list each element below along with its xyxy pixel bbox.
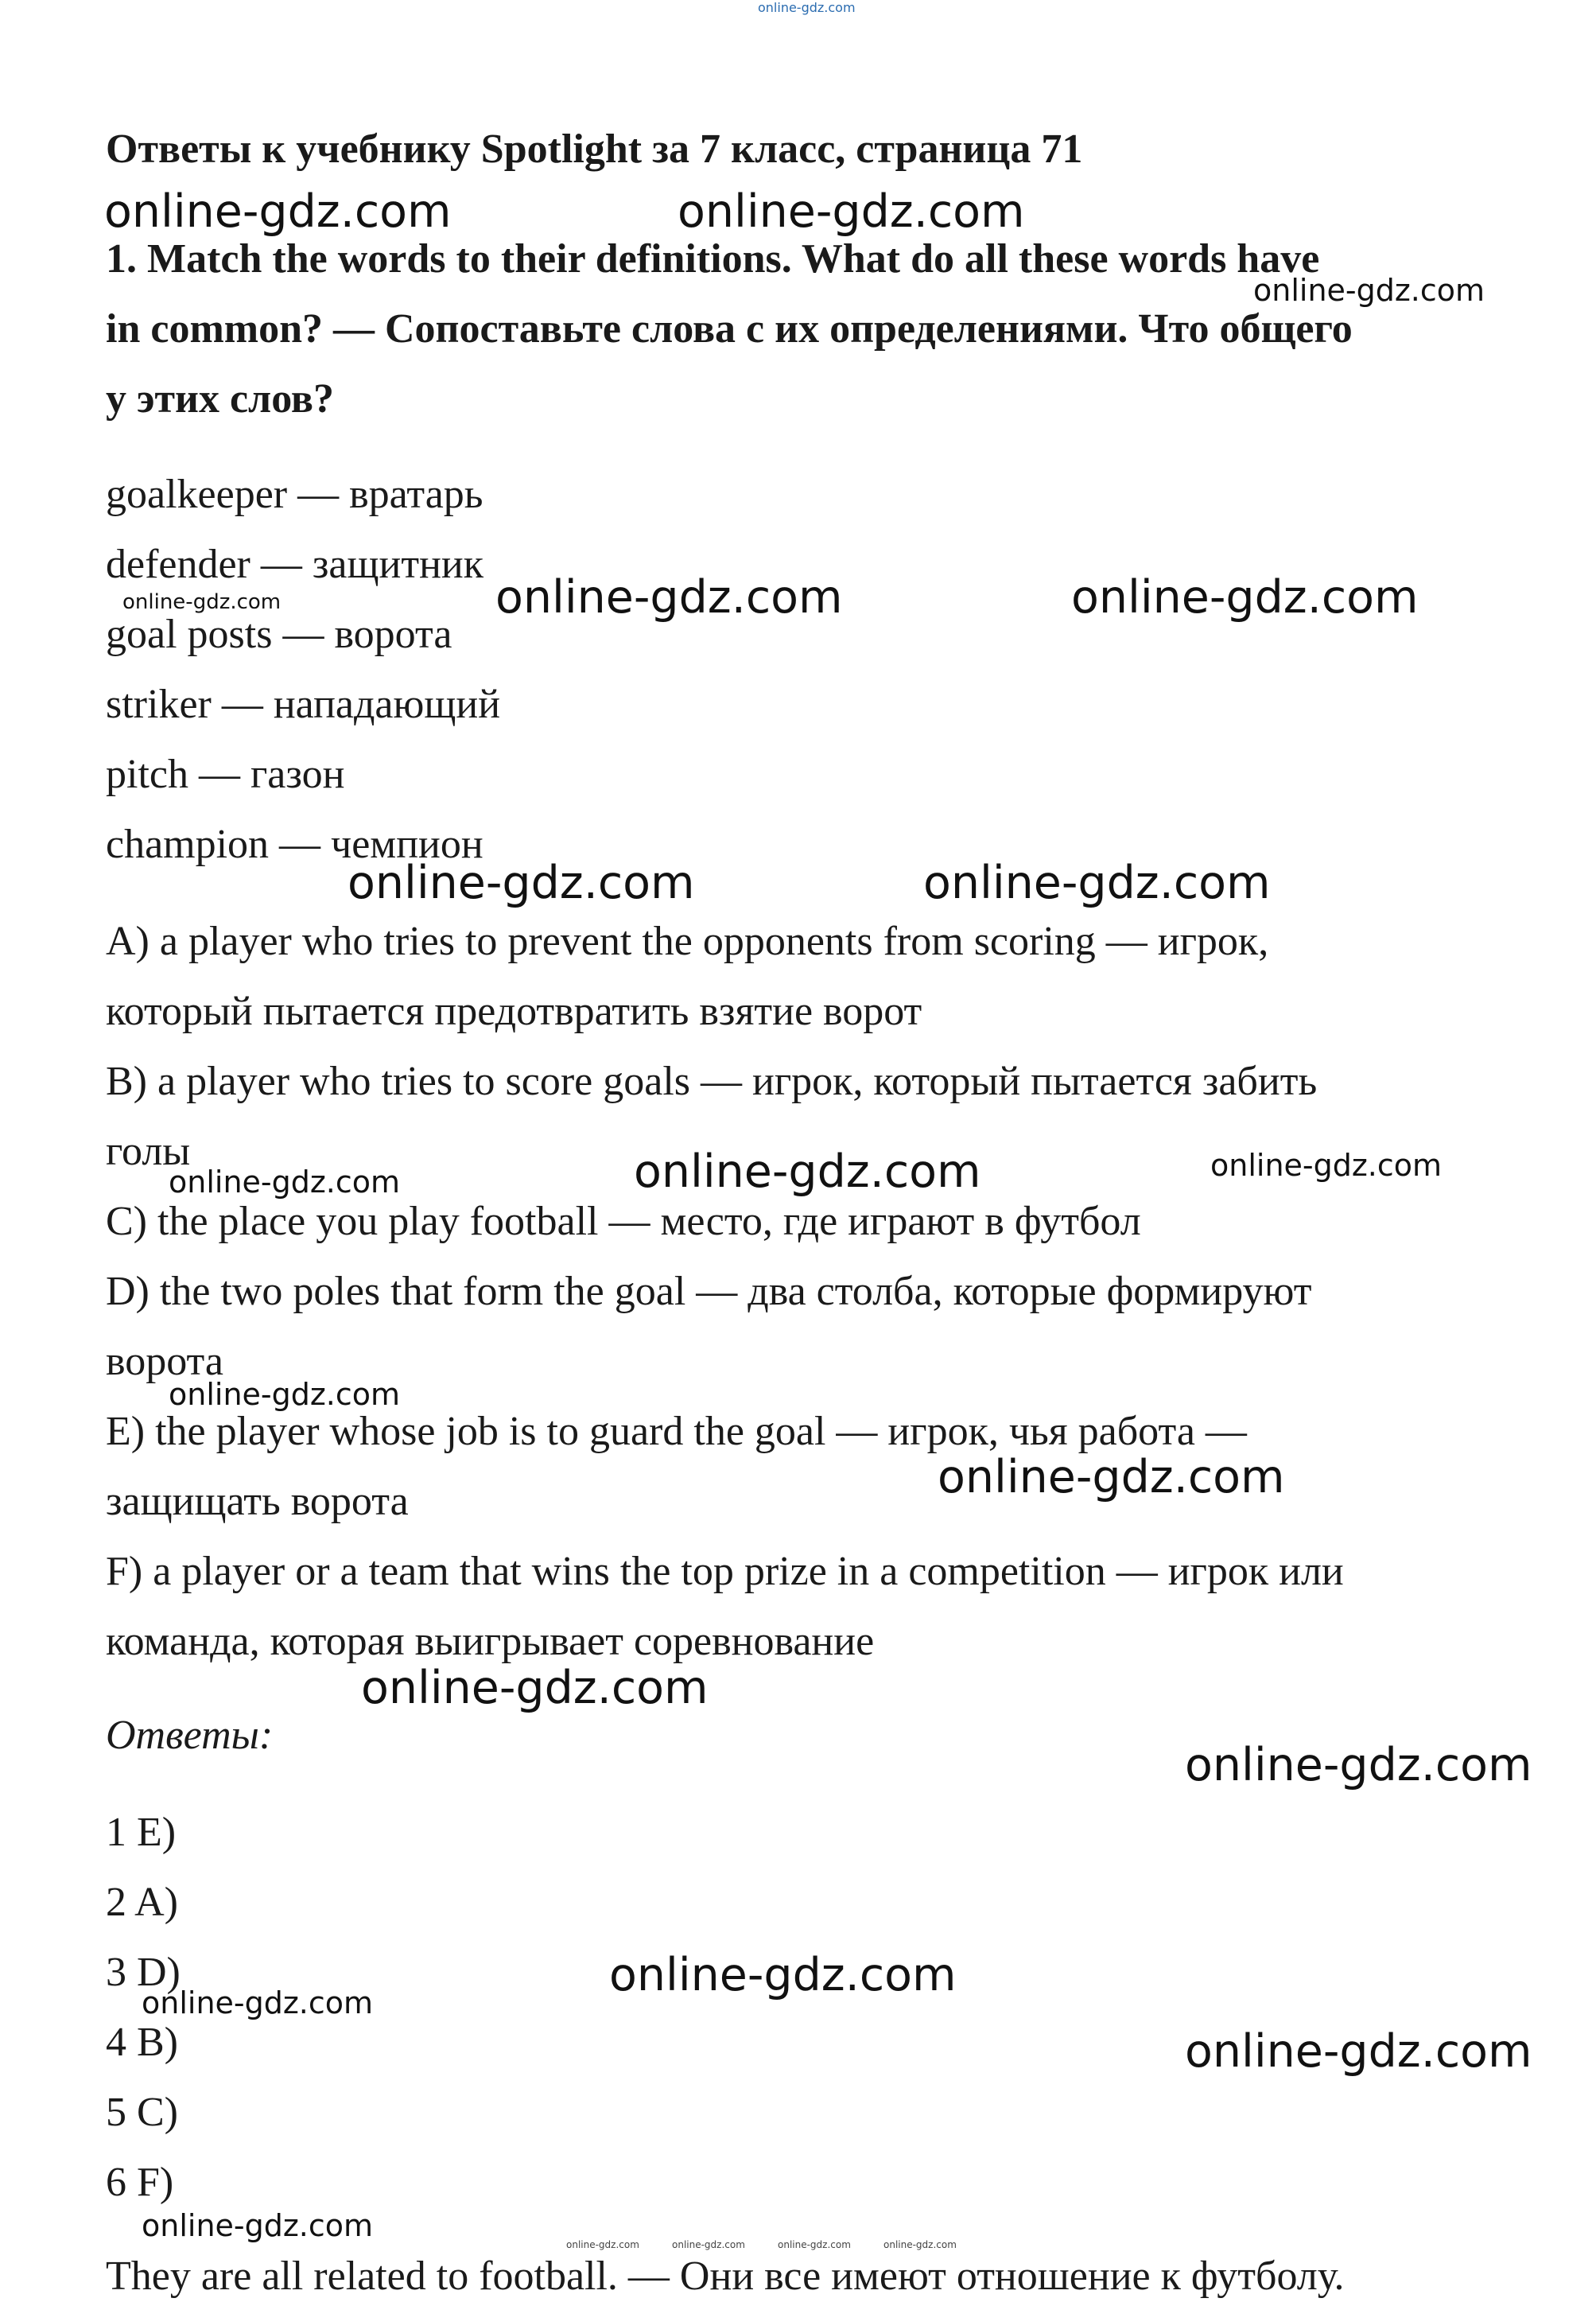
watermark: online-gdz.com bbox=[142, 2208, 374, 2243]
task-line-3: у этих слов? bbox=[106, 376, 335, 422]
watermark: online-gdz.com bbox=[169, 1377, 401, 1412]
watermark: online-gdz.com bbox=[348, 857, 695, 909]
answers-label: Ответы: bbox=[106, 1713, 274, 1758]
word-pair: pitch — газон bbox=[106, 752, 345, 797]
answer-item: 3 D) bbox=[106, 1950, 181, 1995]
definition-line: команда, которая выигрывает соревнование bbox=[106, 1619, 875, 1664]
task-line-1: 1. Match the words to their definitions. What do all these words have bbox=[106, 236, 1320, 282]
answer-item: 2 A) bbox=[106, 1880, 178, 1925]
answer-item: 5 C) bbox=[106, 2090, 178, 2135]
watermark: online-gdz.com bbox=[609, 1949, 957, 2001]
watermark: online-gdz.com bbox=[142, 1985, 374, 2020]
watermark: online-gdz.com bbox=[361, 1662, 709, 1714]
answer-item: 6 F) bbox=[106, 2160, 174, 2205]
word-pair: striker — нападающий bbox=[106, 682, 501, 727]
watermark: online-gdz.com bbox=[1253, 273, 1485, 308]
definition-line: B) a player who tries to score goals — игрок, который пытается забить bbox=[106, 1059, 1318, 1104]
watermark: online-gdz.com bbox=[1071, 571, 1419, 624]
word-pair: goal posts — ворота bbox=[106, 612, 452, 657]
task-line-2: in common? — Сопоставьте слова с их определениями. Что общего bbox=[106, 306, 1353, 352]
answer-item: 1 E) bbox=[106, 1810, 177, 1855]
watermark: online-gdz.com bbox=[122, 590, 282, 614]
watermark: online-gdz.com bbox=[1210, 1148, 1443, 1183]
watermark: online-gdz.com bbox=[566, 2239, 639, 2250]
top-watermark: online-gdz.com bbox=[758, 0, 856, 15]
word-pair: champion — чемпион bbox=[106, 822, 483, 867]
definition-line: голы bbox=[106, 1129, 191, 1174]
watermark: online-gdz.com bbox=[883, 2239, 957, 2250]
definition-line: E) the player whose job is to guard the goal — игрок, чья работа — bbox=[106, 1409, 1247, 1454]
definition-line: D) the two poles that form the goal — два столба, которые формируют bbox=[106, 1269, 1312, 1314]
word-pair: defender — защитник bbox=[106, 542, 484, 587]
watermark: online-gdz.com bbox=[169, 1165, 401, 1200]
answer-item: 4 B) bbox=[106, 2020, 178, 2065]
definition-line: C) the place you play football — место, где играют в футбол bbox=[106, 1199, 1141, 1244]
watermark: online-gdz.com bbox=[1185, 1739, 1532, 1791]
watermark: online-gdz.com bbox=[672, 2239, 745, 2250]
watermark: online-gdz.com bbox=[923, 857, 1271, 909]
watermark: online-gdz.com bbox=[1185, 2025, 1532, 2078]
page-title: Ответы к учебнику Spotlight за 7 класс, страница 71 bbox=[106, 126, 1083, 172]
definition-line: ворота bbox=[106, 1339, 223, 1384]
definition-line: который пытается предотвратить взятие ворот bbox=[106, 989, 922, 1034]
watermark: online-gdz.com bbox=[678, 185, 1025, 238]
watermark: online-gdz.com bbox=[938, 1451, 1285, 1503]
watermark: online-gdz.com bbox=[495, 571, 843, 624]
watermark: online-gdz.com bbox=[634, 1145, 981, 1198]
conclusion: They are all related to football. — Они все имеют отношение к футболу. bbox=[106, 2254, 1345, 2299]
definition-line: защищать ворота bbox=[106, 1479, 409, 1524]
watermark: online-gdz.com bbox=[778, 2239, 851, 2250]
definition-line: F) a player or a team that wins the top prize in a competition — игрок или bbox=[106, 1549, 1344, 1594]
watermark: online-gdz.com bbox=[104, 185, 452, 238]
definition-line: A) a player who tries to prevent the opponents from scoring — игрок, bbox=[106, 919, 1269, 964]
word-pair: goalkeeper — вратарь bbox=[106, 472, 483, 517]
